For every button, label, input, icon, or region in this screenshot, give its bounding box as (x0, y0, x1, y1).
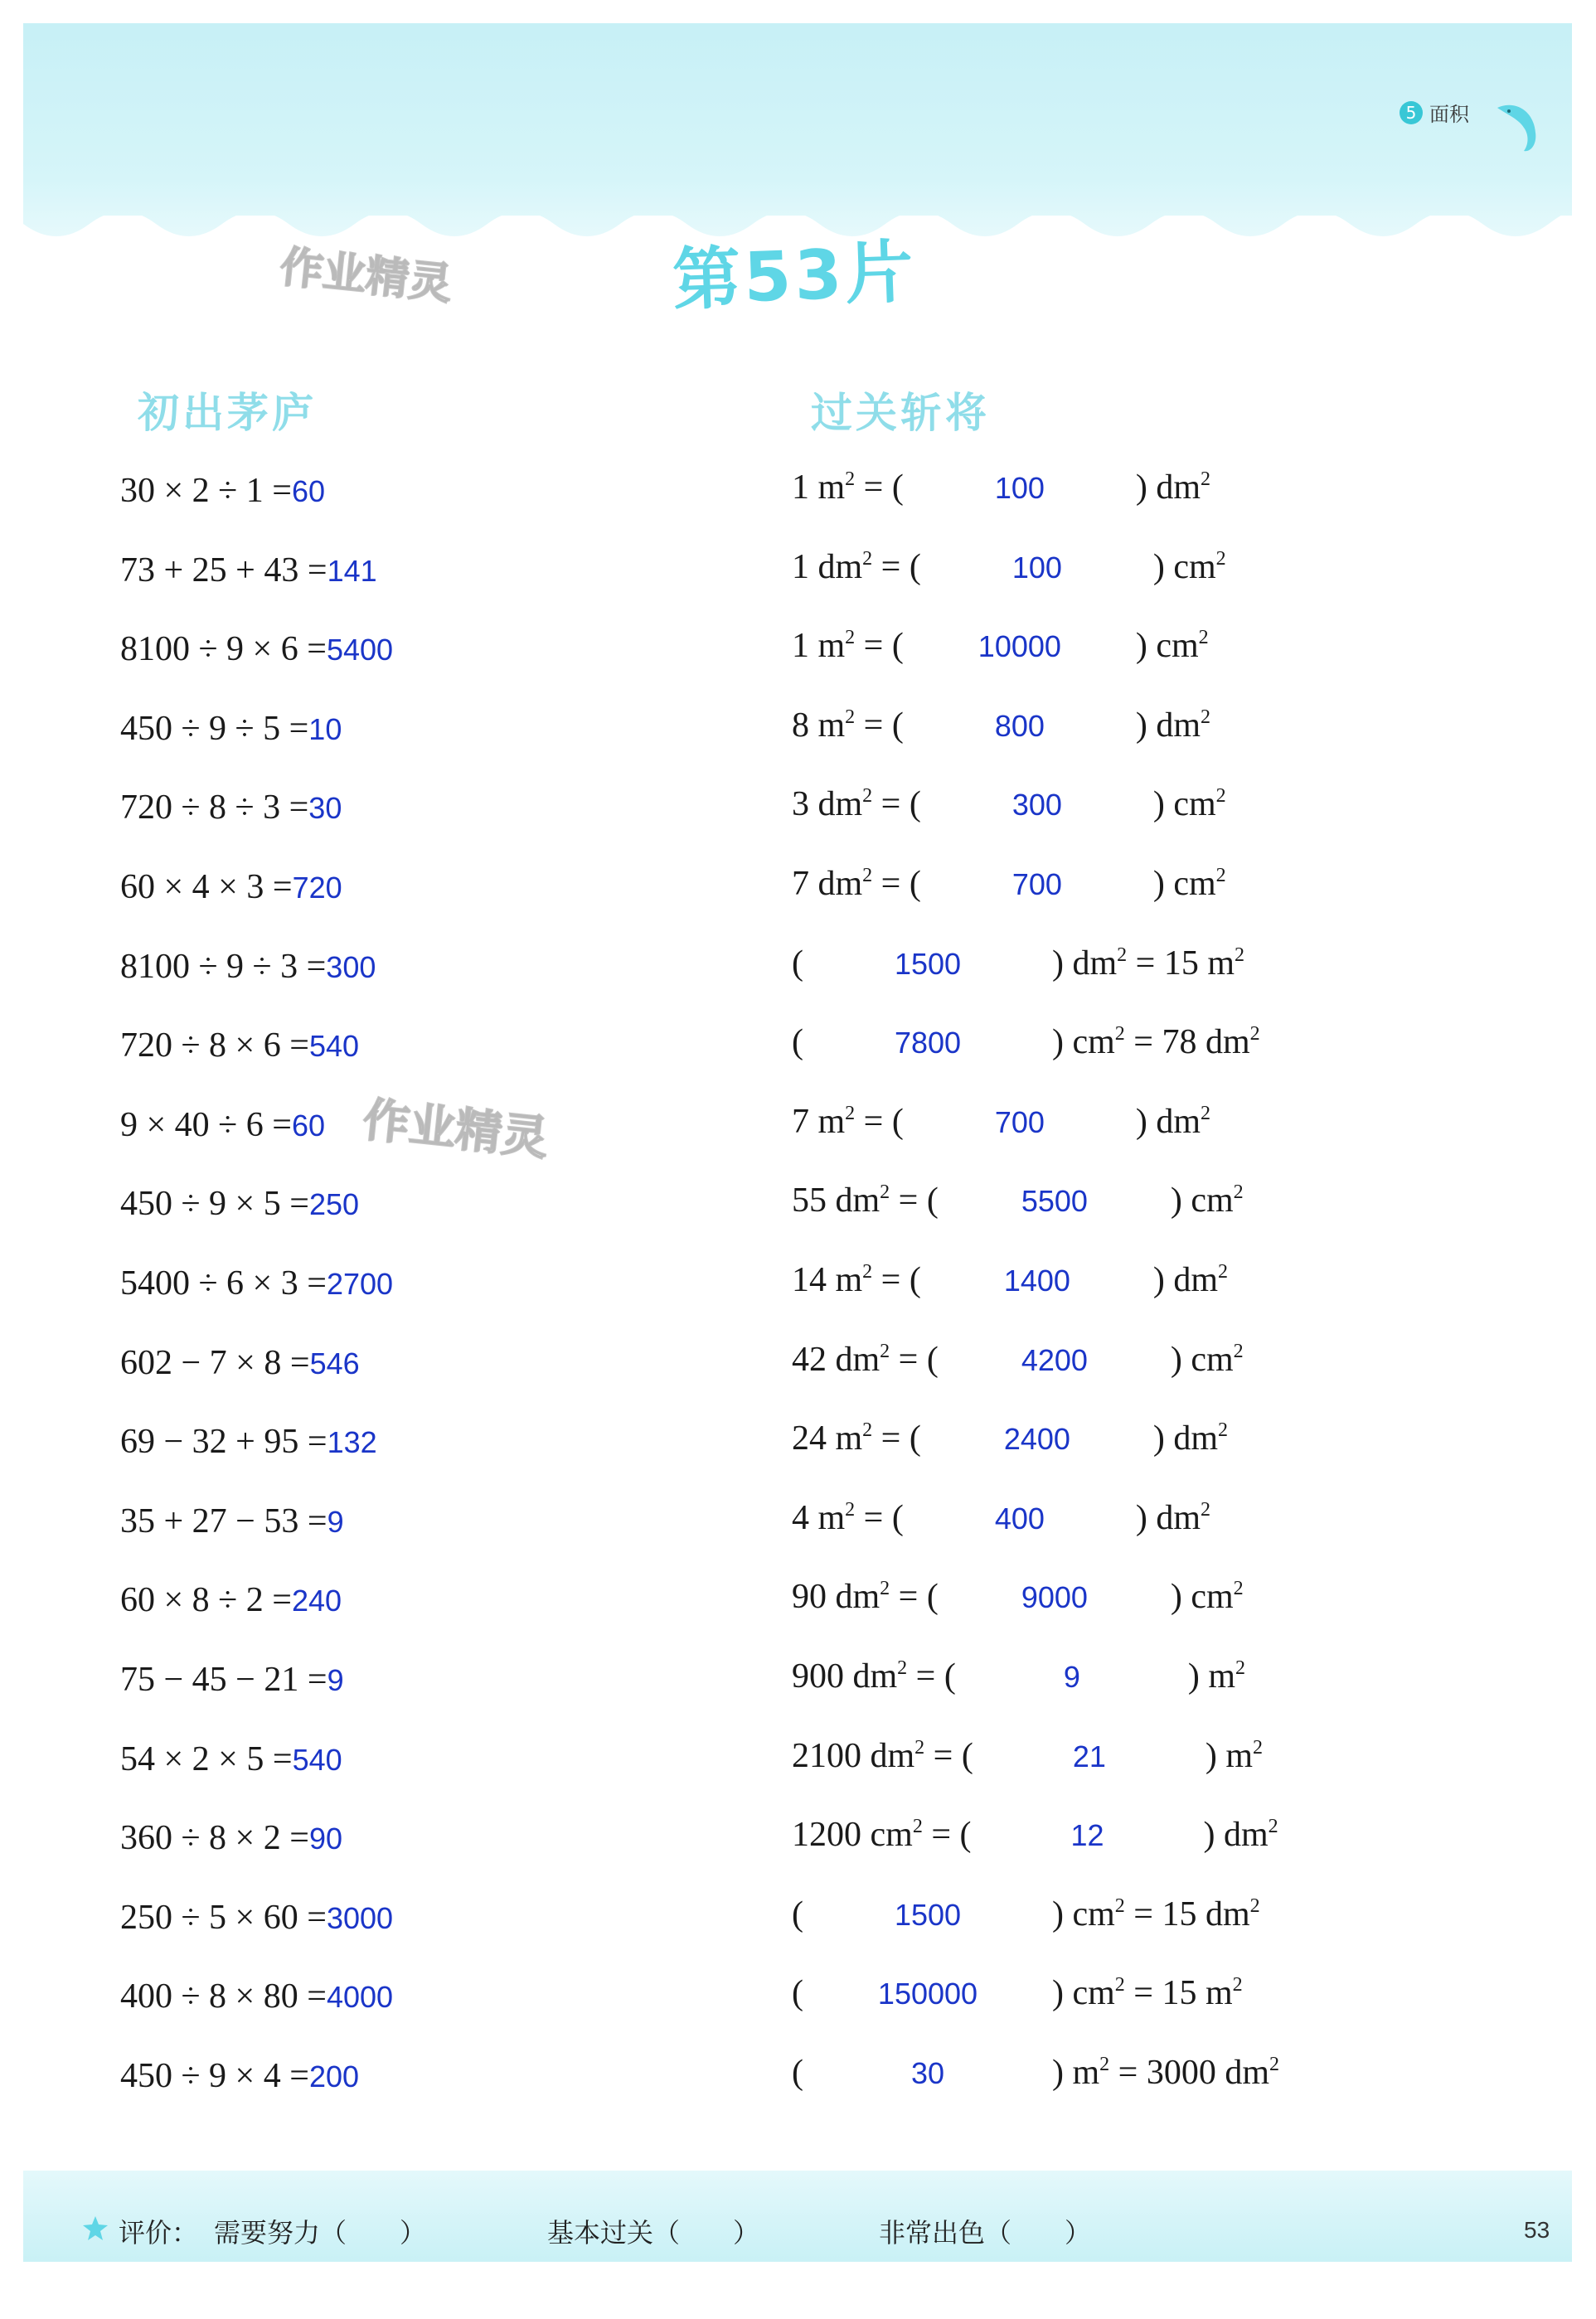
problem-expression: 9 × 40 ÷ 6 = (120, 1105, 292, 1144)
right-problem-row (792, 1022, 1260, 1062)
exponent: 2 (862, 1261, 873, 1283)
problem-expression: 5400 ÷ 6 × 3 = (120, 1264, 327, 1303)
problem-answer: 3000 (326, 1900, 394, 1935)
equals-open-paren: = ( (855, 468, 904, 507)
left-problem-row (120, 1977, 393, 2016)
problem-answer: 10000 (977, 629, 1061, 664)
problem-expression: 450 ÷ 9 ÷ 5 = (120, 709, 309, 748)
problem-tail: = 15 m (1124, 1974, 1233, 2013)
exponent: 2 (1201, 706, 1211, 728)
problem-left-side: 4 m (792, 1498, 846, 1537)
problem-answer: 12 (1070, 1818, 1104, 1853)
exponent: 2 (862, 865, 873, 886)
problem-left-side: 1200 cm (792, 1816, 913, 1855)
exponent: 2 (880, 1578, 890, 1600)
problem-answer: 9 (327, 1663, 344, 1697)
problem-answer: 9000 (1021, 1580, 1088, 1615)
right-problem-row (792, 1736, 1263, 1776)
left-problem-row (120, 1422, 377, 1462)
problem-answer: 10 (308, 711, 342, 746)
problem-answer: 540 (308, 1029, 360, 1064)
problem-left-side: 1 m (792, 627, 846, 666)
problem-left-side: ( (792, 1023, 803, 1062)
problem-tail: = 15 dm (1124, 1894, 1250, 1933)
problem-right-side: ) m (1052, 2054, 1100, 2092)
problem-expression: 450 ÷ 9 × 5 = (120, 1185, 309, 1224)
problem-right-side: ) cm (1052, 1974, 1115, 2013)
problem-answer: 200 (308, 2059, 360, 2093)
problem-tail: = 15 m (1127, 944, 1235, 982)
problem-answer: 9 (327, 1504, 344, 1539)
problem-right-side: ) cm (1052, 1023, 1115, 1062)
exponent: 2 (1233, 1340, 1244, 1362)
problem-tail: = 3000 dm (1109, 2054, 1270, 2092)
problem-answer: 700 (994, 1104, 1045, 1139)
exponent: 2 (1232, 1974, 1243, 1996)
problem-right-side: ) dm (1135, 1102, 1201, 1141)
exponent: 2 (1114, 1023, 1125, 1045)
dolphin-icon (1491, 99, 1540, 158)
problem-right-side: ) dm (1135, 706, 1201, 745)
problem-left-side: 1 m (792, 468, 846, 507)
left-problem-row (120, 709, 342, 749)
problem-right-side: ) dm (1203, 1816, 1269, 1855)
left-problem-row (120, 1818, 342, 1858)
problem-expression: 250 ÷ 5 × 60 = (120, 1898, 327, 1937)
right-problem-row (792, 1894, 1260, 1934)
problem-expression: 75 − 45 − 21 = (120, 1661, 327, 1699)
problem-answer: 30 (910, 2056, 945, 2090)
right-problem-row (792, 2053, 1279, 2093)
exponent: 2 (880, 1340, 890, 1362)
left-problem-row (120, 1343, 360, 1383)
problem-right-side: ) m (1187, 1657, 1236, 1696)
exponent: 2 (1233, 1181, 1244, 1204)
exponent: 2 (845, 468, 856, 490)
problem-answer: 5500 (1021, 1184, 1088, 1219)
equals-open-paren: = ( (924, 1736, 973, 1775)
equals-open-paren: = ( (872, 865, 921, 903)
exponent: 2 (1253, 1736, 1264, 1759)
problem-expression: 35 + 27 − 53 = (120, 1502, 327, 1540)
exponent: 2 (1201, 1102, 1211, 1124)
equals-open-paren: = ( (890, 1340, 939, 1379)
exponent: 2 (845, 627, 856, 649)
exponent: 2 (1099, 2054, 1110, 2075)
exponent: 2 (1198, 627, 1209, 649)
problem-answer: 150000 (877, 1977, 978, 2011)
unit-name: 面积 (1429, 103, 1469, 126)
right-problem-row (792, 626, 1209, 666)
right-problem-row (792, 468, 1210, 507)
problem-right-side: ) dm (1135, 468, 1201, 507)
exponent: 2 (1215, 865, 1226, 886)
problem-expression: 450 ÷ 9 × 4 = (120, 2057, 309, 2095)
exponent: 2 (914, 1736, 925, 1759)
page-title: 第53片 (671, 232, 918, 321)
page-number: 53 (1524, 2217, 1550, 2243)
exponent: 2 (862, 1419, 873, 1442)
exponent: 2 (845, 706, 856, 728)
problem-answer: 1500 (894, 946, 962, 981)
problem-expression: 720 ÷ 8 ÷ 3 = (120, 788, 309, 827)
problem-left-side: 7 dm (792, 865, 863, 903)
left-problem-row (120, 629, 393, 669)
right-problem-row (792, 1577, 1244, 1617)
problem-left-side: 900 dm (792, 1657, 898, 1696)
header-band (23, 23, 1572, 247)
problem-answer: 1400 (1003, 1264, 1070, 1298)
exponent: 2 (1201, 1498, 1211, 1521)
exponent: 2 (1215, 547, 1226, 570)
problem-right-side: ) dm (1135, 1498, 1201, 1537)
rating-option-basic-pass: 基本过关（ ） (547, 2217, 760, 2249)
left-problem-row (120, 1898, 393, 1938)
problem-answer: 100 (994, 471, 1045, 505)
left-problem-row (120, 1264, 393, 1303)
exponent: 2 (1218, 1261, 1229, 1283)
exponent: 2 (1235, 944, 1245, 966)
exponent: 2 (1201, 468, 1211, 490)
problem-right-side: ) cm (1052, 1894, 1115, 1933)
equals-open-paren: = ( (872, 785, 921, 824)
right-problem-row (792, 1260, 1228, 1300)
problem-right-side: ) dm (1152, 1261, 1219, 1299)
problem-left-side: 24 m (792, 1419, 863, 1458)
left-problem-row (120, 1105, 325, 1145)
exponent: 2 (1114, 1894, 1125, 1917)
problem-answer: 60 (291, 1108, 325, 1143)
problem-answer: 90 (308, 1822, 342, 1856)
equals-open-paren: = ( (872, 1419, 921, 1458)
exponent: 2 (1268, 1816, 1278, 1838)
left-problem-row (120, 1660, 344, 1700)
problem-answer: 30 (308, 791, 342, 826)
problem-expression: 69 − 32 + 95 = (120, 1423, 327, 1462)
right-problem-row (792, 1973, 1243, 2013)
problem-expression: 360 ÷ 8 × 2 = (120, 1819, 309, 1858)
exponent: 2 (1249, 1894, 1260, 1917)
left-problem-row (120, 947, 376, 987)
watermark-logo: 作业精灵 (277, 242, 455, 310)
right-problem-row (792, 1340, 1244, 1380)
problem-answer: 300 (326, 949, 376, 984)
problem-tail: = 78 dm (1124, 1023, 1250, 1062)
equals-open-paren: = ( (855, 627, 904, 666)
problem-right-side: ) cm (1170, 1340, 1234, 1379)
problem-answer: 100 (1011, 550, 1062, 585)
problem-expression: 720 ÷ 8 × 6 = (120, 1026, 309, 1065)
problem-answer: 7800 (894, 1026, 962, 1060)
right-problem-row (792, 1657, 1245, 1696)
problem-left-side: ( (792, 1974, 803, 2013)
exponent: 2 (1235, 1657, 1246, 1679)
problem-left-side: 42 dm (792, 1340, 880, 1379)
equals-open-paren: = ( (872, 1261, 921, 1299)
problem-answer: 300 (1011, 788, 1062, 822)
equals-open-paren: = ( (855, 1498, 904, 1537)
problem-left-side: 2100 dm (792, 1736, 915, 1775)
exponent: 2 (1218, 1419, 1229, 1442)
star-icon (81, 2215, 109, 2243)
exponent: 2 (880, 1181, 890, 1204)
unit-number-badge: 5 (1400, 101, 1423, 124)
exponent: 2 (862, 785, 873, 808)
watermark-logo: 作业精灵 (360, 1093, 551, 1167)
problem-expression: 60 × 8 ÷ 2 = (120, 1581, 292, 1620)
right-problem-row (792, 1102, 1210, 1142)
left-section-title: 初出茅庐 (138, 389, 317, 437)
rating-label: 评价： (119, 2217, 199, 2249)
workbook-page (23, 23, 1572, 2295)
problem-left-side: 14 m (792, 1261, 863, 1299)
problem-right-side: ) cm (1135, 627, 1199, 666)
right-problem-row (792, 944, 1244, 983)
problem-right-side: ) cm (1152, 547, 1216, 586)
right-section-title: 过关斩将 (811, 389, 990, 437)
right-problem-row (792, 1419, 1228, 1458)
left-problem-row (120, 1739, 342, 1779)
problem-left-side: 55 dm (792, 1181, 880, 1220)
right-problem-row (792, 547, 1226, 587)
problem-expression: 60 × 4 × 3 = (120, 868, 293, 906)
left-problem-row (120, 2056, 359, 2096)
problem-answer: 4200 (1021, 1342, 1088, 1377)
equals-open-paren: = ( (872, 547, 921, 586)
problem-answer: 4000 (326, 1980, 394, 2015)
problem-left-side: 8 m (792, 706, 846, 745)
right-problem-row (792, 784, 1226, 824)
exponent: 2 (897, 1657, 908, 1679)
exponent: 2 (1215, 785, 1226, 808)
exponent: 2 (1117, 944, 1128, 966)
problem-left-side: ( (792, 2054, 803, 2092)
equals-open-paren: = ( (855, 706, 904, 745)
problem-right-side: ) cm (1152, 865, 1216, 903)
problem-answer: 5400 (326, 633, 394, 667)
problem-left-side: 3 dm (792, 785, 863, 824)
problem-expression: 54 × 2 × 5 = (120, 1739, 293, 1778)
exponent: 2 (845, 1102, 856, 1124)
problem-answer: 800 (994, 708, 1045, 743)
right-problem-row (792, 1815, 1278, 1855)
problem-right-side: ) cm (1170, 1181, 1234, 1220)
right-problem-row (792, 706, 1210, 745)
problem-answer: 720 (292, 871, 342, 905)
exponent: 2 (1233, 1578, 1244, 1600)
problem-right-side: ) m (1205, 1736, 1254, 1775)
problem-answer: 2700 (326, 1267, 394, 1301)
right-problem-row (792, 1181, 1244, 1220)
exponent: 2 (862, 547, 873, 570)
equals-open-paren: = ( (890, 1578, 939, 1617)
right-problem-row (792, 864, 1226, 904)
rating-option-excellent: 非常出色（ ） (879, 2217, 1092, 2249)
exponent: 2 (912, 1816, 923, 1838)
problem-answer: 60 (291, 474, 325, 508)
problem-answer: 9 (1063, 1660, 1080, 1694)
problem-expression: 8100 ÷ 9 ÷ 3 = (120, 947, 327, 986)
left-problem-row (120, 551, 377, 590)
right-problem-row (792, 1498, 1210, 1538)
problem-answer: 141 (327, 553, 377, 588)
left-problem-row (120, 867, 342, 907)
problem-answer: 2400 (1003, 1422, 1070, 1457)
problem-left-side: ( (792, 944, 803, 982)
exponent: 2 (845, 1498, 856, 1521)
left-problem-row (120, 1580, 342, 1620)
problem-answer: 132 (327, 1425, 377, 1460)
problem-answer: 546 (309, 1346, 360, 1380)
equals-open-paren: = ( (855, 1102, 904, 1141)
unit-tag (1400, 98, 1469, 127)
problem-left-side: 7 m (792, 1102, 846, 1141)
problem-answer: 250 (308, 1187, 360, 1222)
equals-open-paren: = ( (907, 1657, 956, 1696)
left-problem-row (120, 788, 342, 827)
left-problem-row (120, 1502, 344, 1541)
exponent: 2 (1249, 1023, 1260, 1045)
left-problem-row (120, 471, 325, 511)
equals-open-paren: = ( (890, 1181, 939, 1220)
problem-expression: 8100 ÷ 9 × 6 = (120, 630, 327, 669)
problem-answer: 400 (994, 1501, 1045, 1535)
problem-answer: 21 (1072, 1739, 1106, 1773)
problem-left-side: ( (792, 1894, 803, 1933)
problem-answer: 700 (1011, 867, 1062, 901)
problem-expression: 30 × 2 ÷ 1 = (120, 472, 292, 510)
problem-expression: 400 ÷ 8 × 80 = (120, 1977, 327, 2016)
left-problem-row (120, 1184, 359, 1224)
problem-right-side: ) dm (1052, 944, 1118, 982)
equals-open-paren: = ( (922, 1816, 972, 1855)
problem-left-side: 1 dm (792, 547, 863, 586)
problem-right-side: ) cm (1170, 1578, 1234, 1617)
problem-expression: 73 + 25 + 43 = (120, 551, 327, 589)
rating-option-needs-effort: 需要努力（ ） (214, 2217, 427, 2249)
problem-answer: 1500 (894, 1897, 962, 1932)
left-problem-row (120, 1026, 359, 1065)
problem-answer: 240 (291, 1584, 342, 1618)
problem-answer: 540 (292, 1742, 342, 1777)
problem-expression: 602 − 7 × 8 = (120, 1343, 310, 1382)
exponent: 2 (1269, 2054, 1280, 2075)
problem-left-side: 90 dm (792, 1578, 880, 1617)
exponent: 2 (1114, 1974, 1125, 1996)
problem-right-side: ) cm (1152, 785, 1216, 824)
problem-right-side: ) dm (1152, 1419, 1219, 1458)
